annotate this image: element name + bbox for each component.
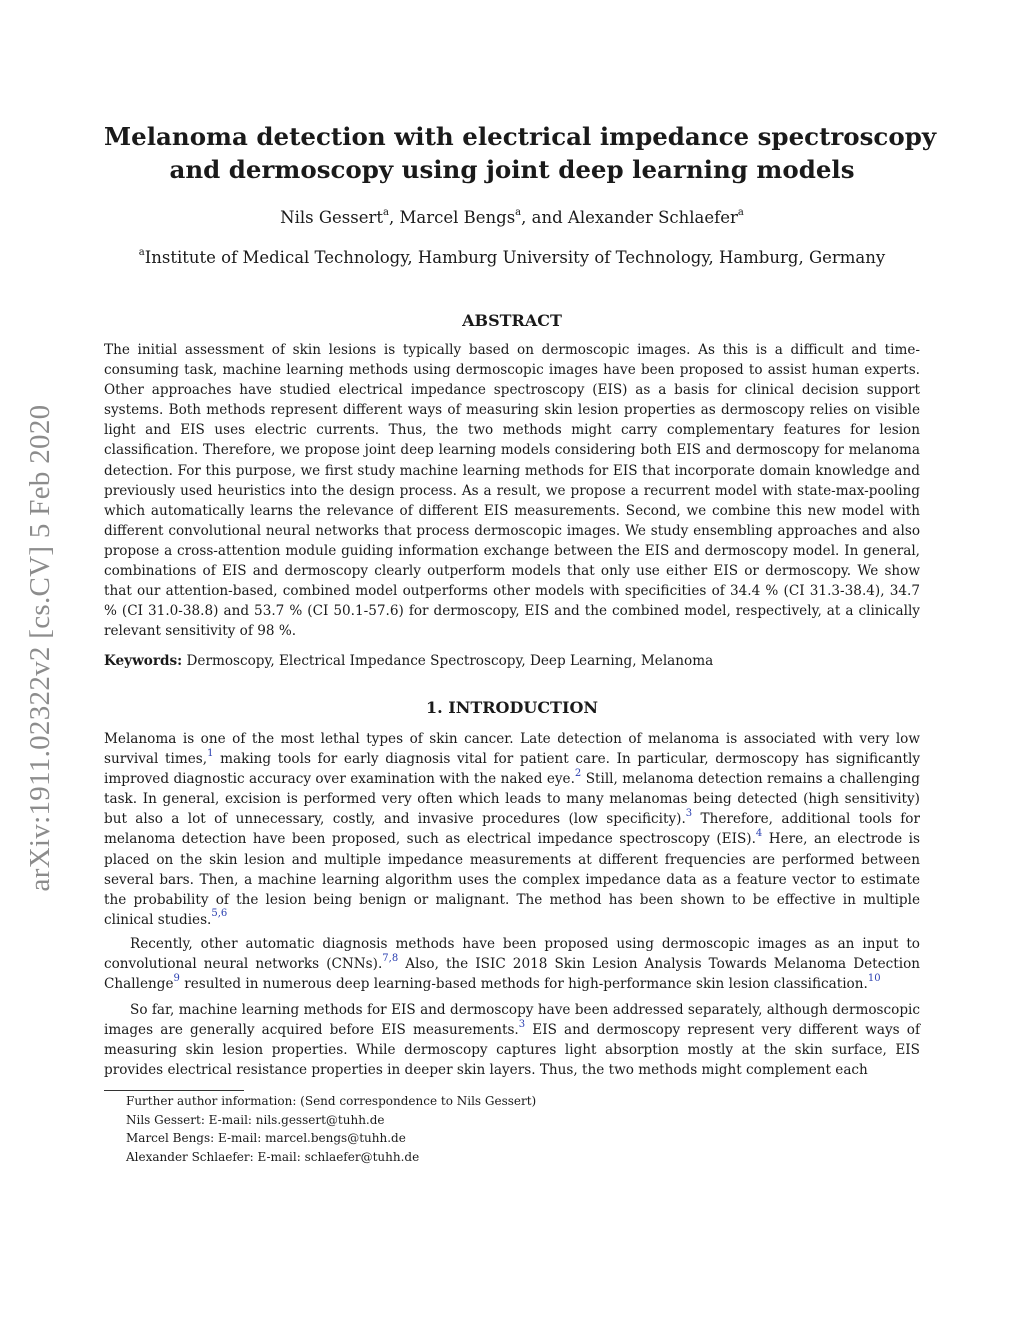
footnote-line: Alexander Schlaefer: E-mail: schlaefer@tuhh.de — [126, 1149, 420, 1164]
citation-link[interactable]: 4 — [755, 827, 763, 839]
footnote-line: Further author information: (Send correspondence to Nils Gessert) — [126, 1094, 537, 1108]
affiliation-mark: a — [138, 246, 145, 258]
author-name: Nils Gessert — [280, 208, 383, 227]
affiliation-text: Institute of Medical Technology, Hamburg University of Technology, Hamburg, Germany — [144, 248, 886, 267]
sentence: Also, the ISIC 2018 Skin Lesion Analysis Towards Melanoma Detection Challenge — [104, 956, 921, 993]
sentence: making tools for early diagnosis vital for patient care. In particular, dermoscopy has significantly improved diagnostic accuracy over examination with the naked eye. — [104, 751, 920, 788]
title-line-2: and dermoscopy using joint deep learning models — [169, 155, 855, 184]
author-name: Marcel Bengs — [399, 208, 516, 227]
sentence: resulted in numerous deep learning-based methods for high-performance skin lesion classification. — [179, 976, 868, 993]
citation-link[interactable]: 10 — [867, 972, 881, 984]
citation-link[interactable]: 3 — [518, 1018, 526, 1030]
author-separator: , — [388, 208, 400, 227]
keywords-text: Dermoscopy, Electrical Impedance Spectroscopy, Deep Learning, Melanoma — [186, 653, 714, 669]
sentence: Therefore, additional tools for melanoma detection have been proposed, such as electrical impedance spectroscopy (EIS). — [104, 811, 920, 848]
intro-paragraph-2 — [104, 934, 920, 994]
affiliation-mark: a — [737, 206, 744, 218]
paper-title — [104, 120, 937, 186]
intro-paragraph-1 — [104, 729, 920, 930]
citation-link[interactable]: 1 — [207, 747, 214, 759]
sentence: Here, an electrode is placed on the skin lesion and multiple impedance measurements at different frequencies are performed between several bars. Then, a machine learning algorithm uses the complex impedance data as a feature vector to estimate the probability of the lesion being benign or malignant. The method has been shown to be effective in multiple clinical studies. — [104, 831, 920, 928]
sentence: EIS and dermoscopy represent very different ways of measuring skin lesion properties. While dermoscopy captures light absorption mostly at the skin surface, EIS provides electrical resistance properties in deeper skin layers. Thus, the two methods might complement each — [104, 1022, 921, 1079]
citation-link[interactable]: 9 — [173, 972, 180, 984]
sentence: Still, melanoma detection remains a challenging task. In general, excision is performed very often which leads to many melanomas being detected (high sensitivity) but also a lot of unnecessary, costly, and invasive procedures (low specificity). — [104, 771, 920, 828]
arxiv-stamp[interactable]: arXiv:1911.02322v2 [cs.CV] 5 Feb 2020 — [24, 404, 56, 892]
citation-link[interactable]: 3 — [685, 807, 693, 819]
author-list — [104, 206, 920, 230]
keywords — [104, 651, 920, 671]
affiliation — [104, 246, 920, 270]
keywords-label: Keywords: — [104, 653, 183, 669]
sentence: Melanoma is one of the most lethal types of skin cancer. Late detection of melanoma is associated with very low survival times, — [104, 731, 920, 768]
affiliation-mark: a — [383, 206, 389, 218]
citation-link[interactable]: 5,6 — [211, 908, 228, 920]
footnote-rule — [104, 1090, 244, 1091]
abstract-text: The initial assessment of skin lesions is typically based on dermoscopic images. As this is a difficult and time-consuming task, machine learning methods using dermoscopic images have been proposed to assist human experts. Other approaches have studied electrical impedance spectroscopy (EIS) as a basis for clinical decision support systems. Both methods represent different ways of measuring skin lesion properties as dermoscopy relies on visible light and EIS uses electric currents. Thus, the two methods might carry complementary features for lesion classification. Therefore, we propose joint deep learning models considering both EIS and dermoscopy for melanoma detection. For this purpose, we first study machine learning methods for EIS that incorporate domain knowledge and previously used heuristics into the design process. As a result, we propose a recurrent model with state-max-pooling which automatically learns the relevance of different EIS measurements. Second, we combine this new model with different convolutional neural networks that process dermoscopic images. We study ensembling approaches and also propose a cross-attention module guiding information exchange between the EIS and dermoscopy model. In general, combinations of EIS and dermoscopy clearly outperform models that only use either EIS or dermoscopy. We show that our attention-based, combined model outperforms other models with specificities of 34.4 % (CI 31.3-38.4), 34.7 % (CI 31.0-38.8) and 53.7 % (CI 50.1-57.6) for dermoscopy, EIS and the combined model, respectively, at a clinically relevant sensitivity of 98 %. — [104, 342, 920, 640]
footnote-line: Marcel Bengs: E-mail: marcel.bengs@tuhh.de — [126, 1131, 406, 1145]
sentence: So far, machine learning methods for EIS and dermoscopy have been addressed separately, although dermoscopic images are generally acquired before EIS measurements. — [104, 1002, 920, 1039]
author-name: Alexander Schlaefer — [567, 208, 738, 227]
abstract-heading: ABSTRACT — [462, 311, 562, 330]
section-heading-introduction: 1. INTRODUCTION — [425, 698, 599, 717]
citation-link[interactable]: 7,8 — [382, 952, 399, 964]
intro-paragraph-3 — [104, 1000, 920, 1080]
sentence: Recently, other automatic diagnosis methods have been proposed using dermoscopic images as an input to convolutional neural networks (CNNs). — [104, 936, 920, 973]
footnote-line: Nils Gessert: E-mail: nils.gessert@tuhh.de — [126, 1112, 385, 1127]
citation-link[interactable]: 2 — [574, 767, 582, 779]
author-separator: , and — [521, 208, 568, 227]
footnotes — [126, 1092, 906, 1166]
affiliation-mark: a — [515, 206, 522, 218]
title-line-1: Melanoma detection with electrical impedance spectroscopy — [104, 122, 937, 151]
